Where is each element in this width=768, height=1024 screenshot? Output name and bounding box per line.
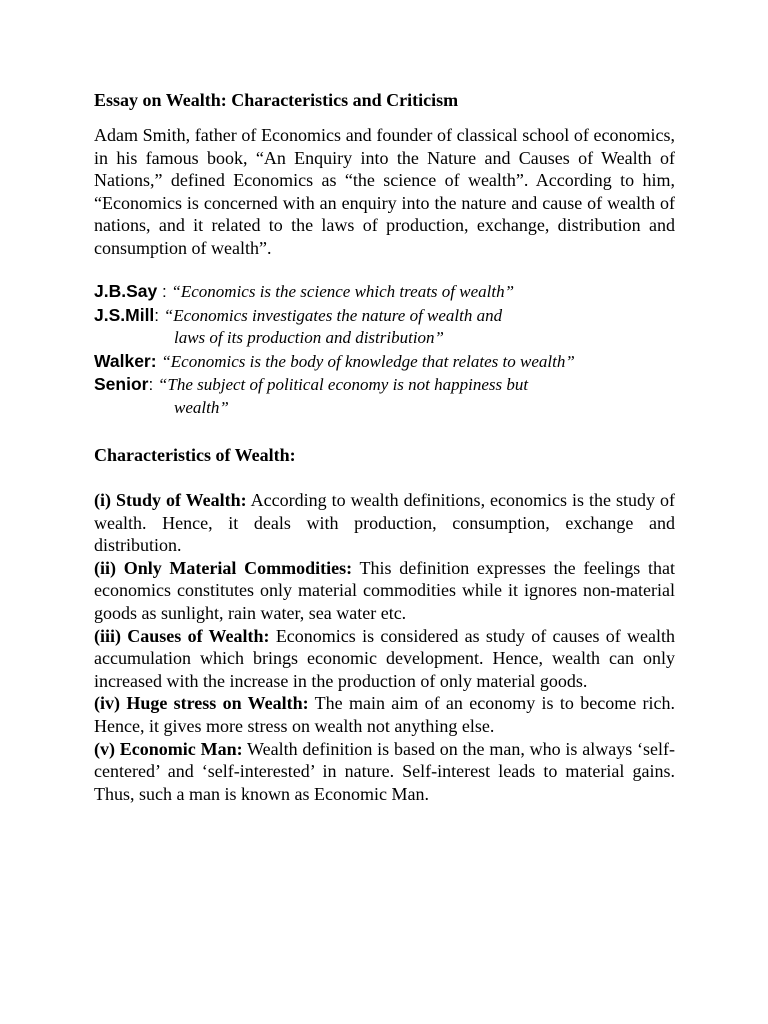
- definition-walker: [94, 350, 675, 374]
- definition-separator: :: [157, 282, 172, 301]
- characteristic-label: (ii) Only Material Commodities:: [94, 557, 353, 578]
- document-title: Essay on Wealth: Characteristics and Criticism: [94, 90, 459, 110]
- characteristic-item: [94, 625, 675, 693]
- characteristic-text: According to wealth definitions, economics is the study of wealth. Hence, it deals with production, consumption, exchange and distribution.: [94, 490, 675, 556]
- definition-quote: “Economics is the science which treats of wealth”: [171, 282, 515, 301]
- characteristic-label: (i) Study of Wealth:: [94, 490, 247, 510]
- characteristics-heading: Characteristics of Wealth:: [94, 445, 296, 465]
- definition-separator: :: [154, 305, 164, 325]
- definition-quote: “Economics investigates the nature of wealth and: [163, 305, 503, 325]
- definition-separator: :: [148, 375, 158, 394]
- definition-jb-say: [94, 280, 675, 304]
- characteristic-label: (v) Economic Man:: [94, 738, 243, 759]
- definition-author: Walker:: [94, 350, 157, 371]
- characteristic-text: Wealth definition is based on the man, who is always ‘self-centered’ and ‘self-interested’ in nature. Self-interest leads to material gains. Thus, such a man is known as Economic Man.: [94, 738, 675, 804]
- characteristic-item: [94, 692, 675, 737]
- definition-author: J.S.Mill: [94, 304, 155, 325]
- definition-quote: “Economics is the body of knowledge that relates to wealth”: [161, 351, 575, 371]
- definition-author: J.B.Say: [94, 281, 158, 301]
- definition-quote: “The subject of political economy is not happiness but: [157, 375, 529, 394]
- characteristic-text: The main aim of an economy is to become rich. Hence, it gives more stress on wealth not anything else.: [94, 693, 675, 736]
- intro-paragraph: Adam Smith, father of Economics and founder of classical school of economics, in his famous book, “An Enquiry into the Nature and Causes of Wealth of Nations,” defined Economics as “the science of wealth”. According to him, “Economics is concerned with an enquiry into the nature and cause of wealth of nations, and it related to the laws of production, exchange, distribution and consumption of wealth”.: [94, 125, 675, 258]
- document-body: [94, 88, 675, 805]
- characteristic-item: [94, 738, 675, 806]
- characteristic-label: (iv) Huge stress on Wealth:: [94, 693, 309, 714]
- characteristics-list: [94, 489, 675, 805]
- characteristic-item: [94, 557, 675, 625]
- characteristic-label: (iii) Causes of Wealth:: [94, 625, 270, 646]
- definition-quote-continuation: wealth”: [174, 397, 229, 417]
- definition-senior: [94, 373, 675, 397]
- characteristic-text: Economics is considered as study of causes of wealth accumulation which brings economic development. Hence, wealth can only increased with the increase in the production of only material goods.: [94, 625, 675, 691]
- definition-js-mill: [94, 304, 675, 328]
- definition-author: Senior: [94, 374, 149, 394]
- definition-quote-continuation: laws of its production and distribution”: [174, 328, 444, 347]
- definitions-list: [94, 280, 675, 419]
- characteristic-text: This definition expresses the feelings that economics constitutes only material commodities while it ignores non-material goods as sunlight, rain water, sea water etc.: [94, 557, 676, 623]
- characteristic-item: [94, 489, 675, 557]
